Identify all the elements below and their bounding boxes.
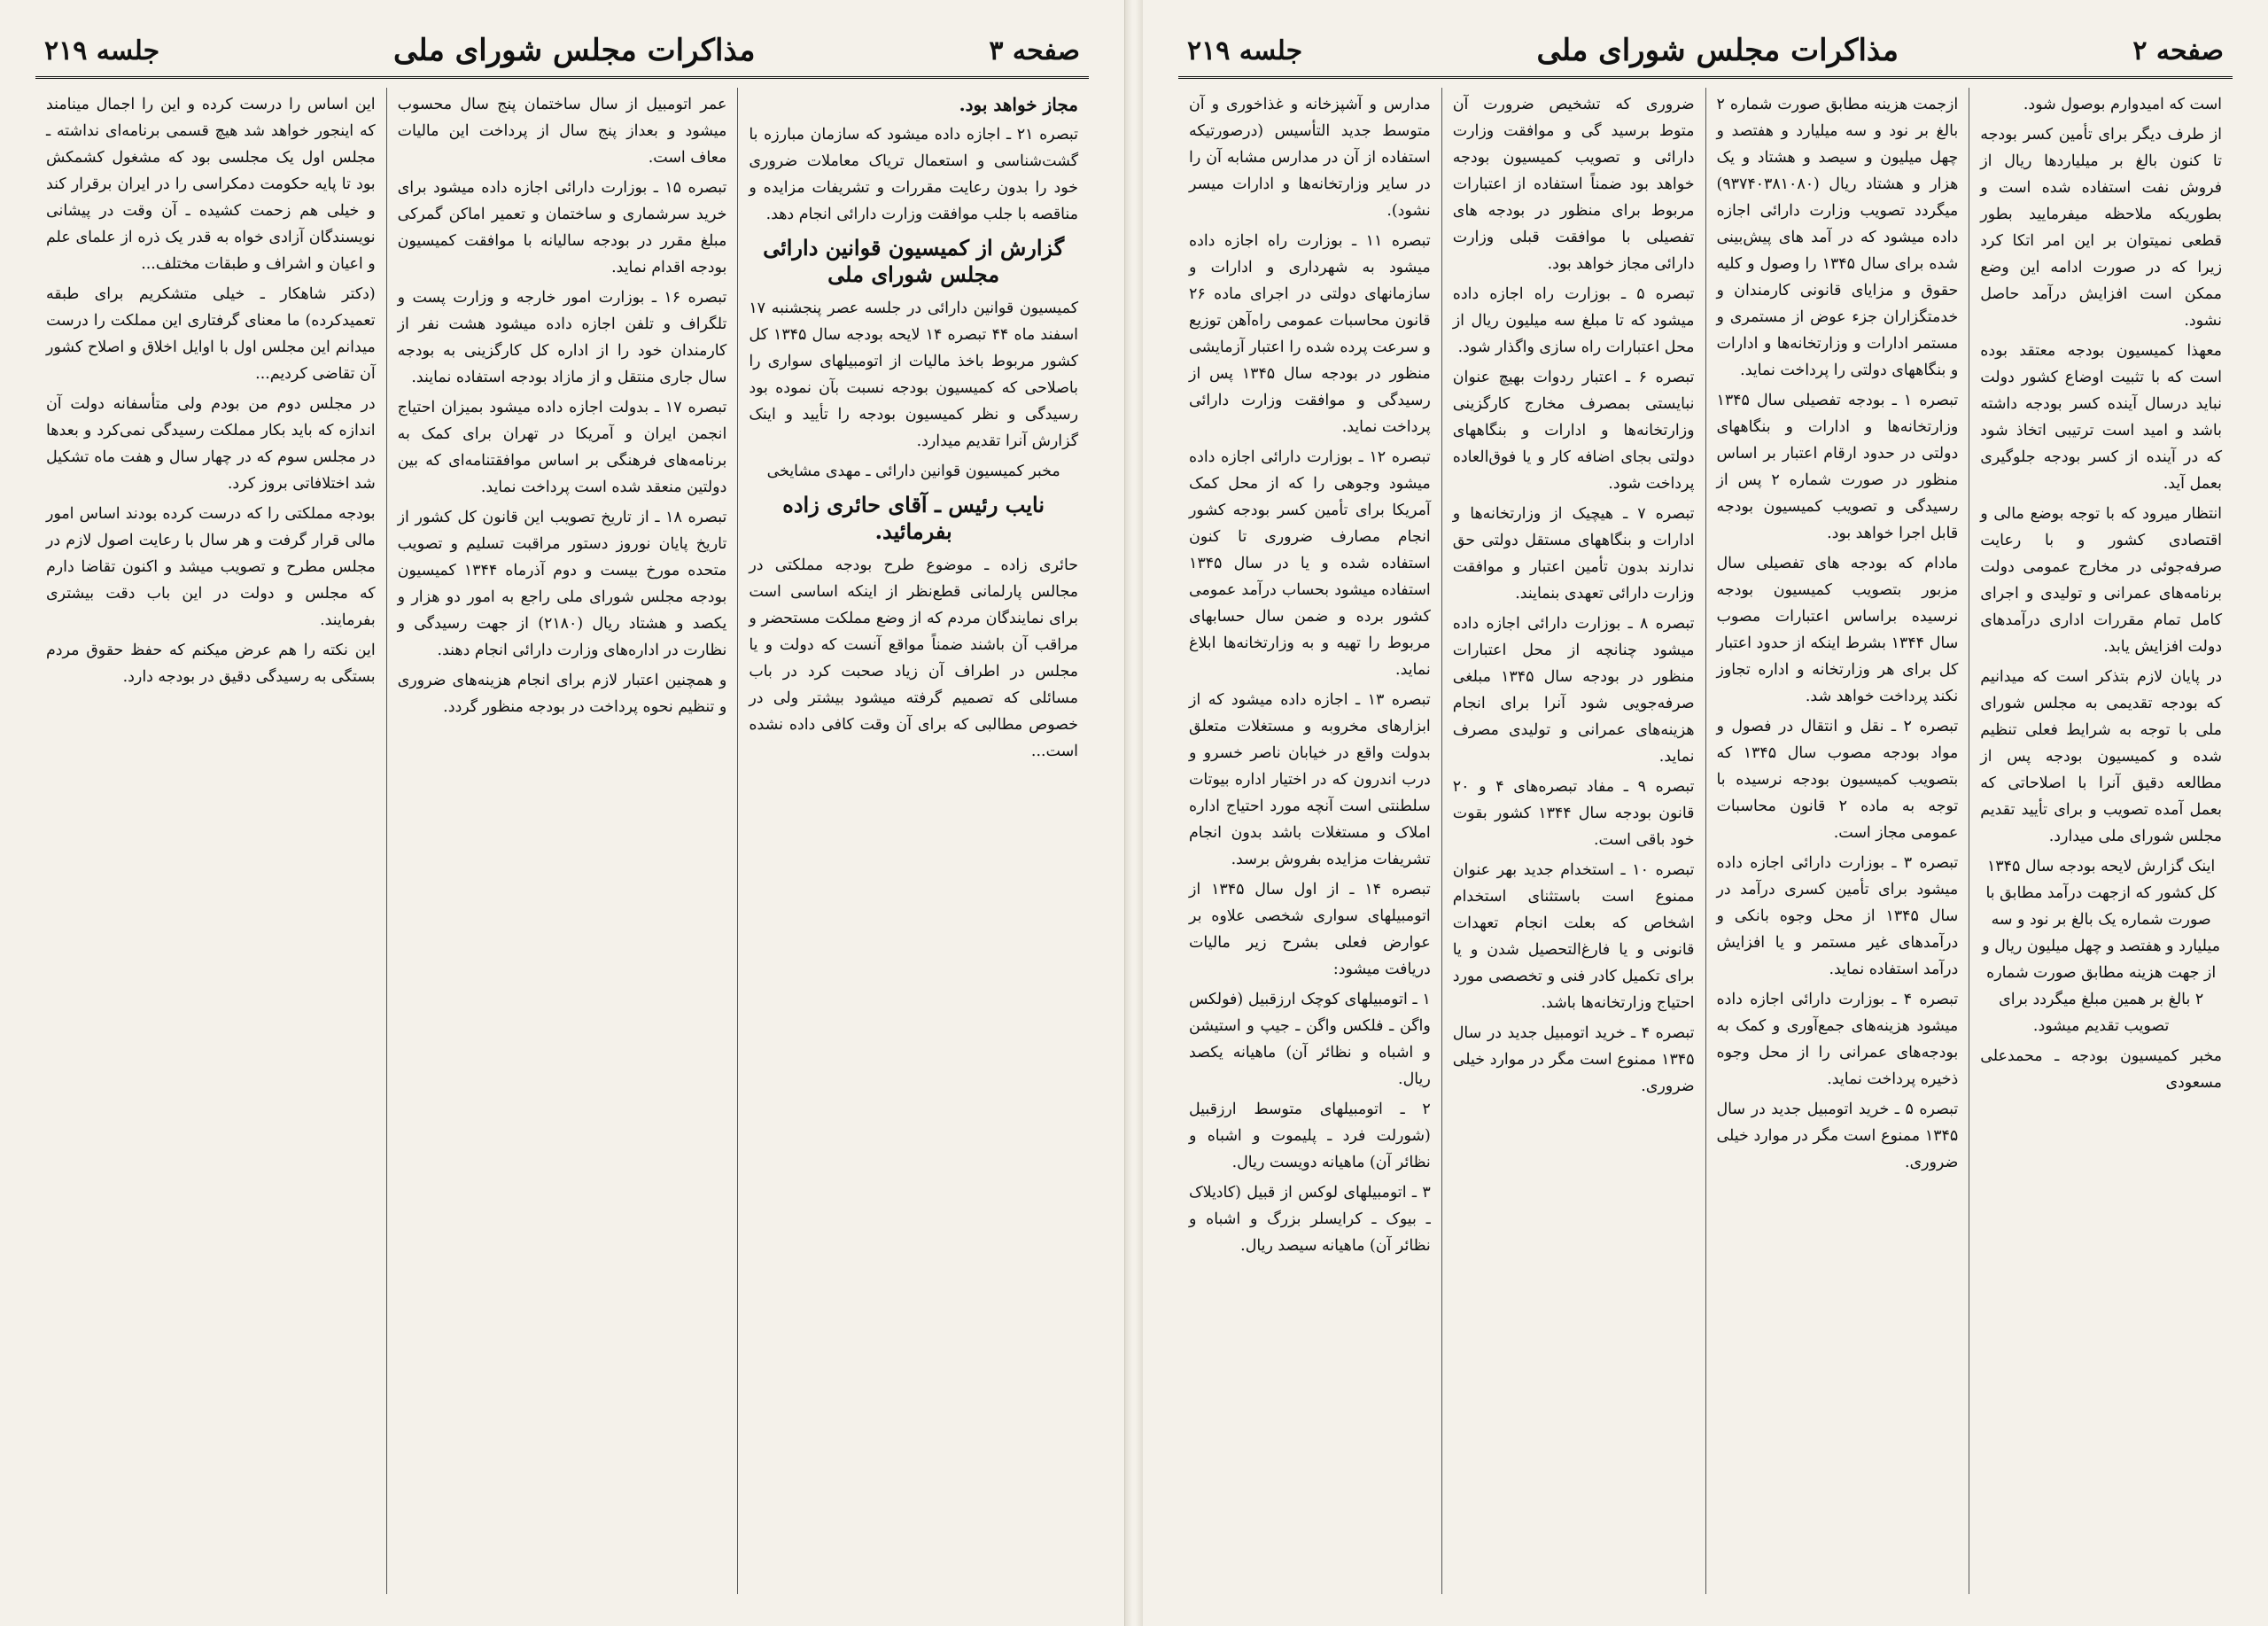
right-page: [1143, 0, 2268, 1626]
text-paragraph: تبصره ۴ ـ بوزارت دارائی اجازه داده میشود هزینه‌های جمع‌آوری و کمک به بودجه‌های عمرانی را از محل وجوه ذخیره پرداخت نماید.: [1716, 991, 1959, 1088]
right-page-title: مذاکرات مجلس شورای ملی: [1536, 33, 1899, 68]
text-paragraph: مجاز خواهد بود.: [959, 94, 1078, 115]
text-paragraph: تبصره ۱۶ ـ بوزارت امور خارجه و وزارت پست و تلگراف و تلفن اجازه داده میشود هشت نفر از کارمندان خود را از اداره کل کارگزینی به بودجه سال جاری منتقل و از مازاد بودجه استفاده نمایند.: [397, 289, 727, 386]
text-paragraph: تبصره ۱۸ ـ از تاریخ تصویب این قانون کل کشور از تاریخ پایان نوروز دستور مراقبت تسلیم و تصویب متحده مورخ بیست و دوم آذرماه ۱۳۴۴ کمیسیون بودجه مجلس شورای ملی راجع به امور دو هزار و یکصد و هشتاد ریال (۲۱۸۰) از جهت رسیدگی و نظارت در اداره‌های وزارت دارائی انجام دهند.: [397, 509, 727, 659]
text-paragraph: کمیسیون قوانین دارائی در جلسه عصر پنجشنبه ۱۷ اسفند ماه ۴۴ تبصره ۱۴ لایحه بودجه سال ۱۳۴۵ کل کشور مربوط باخذ مالیات از اتومبیلهای سواری را باصلاحی که کمیسیون بودجه نسبت بآن نموده بود رسیدگی و نظر کمیسیون بودجه را تأیید و اینک گزارش آنرا تقدیم میدارد.: [749, 300, 1078, 450]
text-paragraph: تبصره ۵ ـ خرید اتومبیل جدید در سال ۱۳۴۵ ممنوع است مگر در موارد خیلی ضروری.: [1716, 1101, 1959, 1171]
right-page-number: صفحه ۲: [2132, 35, 2224, 66]
text-paragraph: تبصره ۱۷ ـ بدولت اجازه داده میشود بمیزان احتیاج انجمن ایران و آمریکا در تهران برای کمک به برنامه‌های فرهنگی بر اساس موافقتنامه‌ای که بین دولتین منعقد شده است پرداخت نماید.: [397, 399, 727, 496]
text-paragraph: حائری زاده ـ موضوع طرح بودجه مملکتی در مجالس پارلمانی قطع‌نظر از اینکه اساسی است برای نمایندگان مردم که از وضع مملکت مستحضر و مراقب آن باشند ضمناً مواقع آنست که دولت و یا مجلس در اطراف آن زیاد صحبت کرد در باب مسائلی که تصمیم گرفته میشود بیشتر ولی در خصوص مطالبی که برای آن وقت کافی داده نشده است...: [749, 556, 1078, 760]
text-paragraph: تبصره ۲۱ ـ اجازه داده میشود که سازمان مبارزه با گشت‌شناسی و استعمال تریاک معاملات ضروری خود را بدون رعایت مقررات و تشریفات مزایده و مناقصه با جلب موافقت وزارت دارائی انجام دهد.: [749, 126, 1078, 223]
text-paragraph: در پایان لازم بتذکر است که میدانیم که بودجه تقدیمی به مجلس شورای ملی با توجه به شرایط فعلی تنظیم شده و کمیسیون بودجه پس از مطالعه دقیق آنرا با اصلاحاتی که بعمل آمده تصویب و برای تأیید تقدیم مجلس شورای ملی میدارد.: [1980, 668, 2222, 845]
text-paragraph: تبصره ۷ ـ هیچیک از وزارتخانه‌ها و ادارات و بنگاههای مستقل دولتی حق ندارند بدون تأمین اعتبار و موافقت وزارت دارائی تعهدی بنمایند.: [1452, 505, 1695, 603]
right-session-label: جلسه ۲۱۹: [1187, 35, 1303, 66]
text-paragraph: تبصره ۸ ـ بوزارت دارائی اجازه داده میشود چنانچه از محل اعتبارات منظور در بودجه سال ۱۳۴۵ مبلغی صرفه‌جویی شود آنرا برای انجام هزینه‌های عمرانی و تولیدی مصرف نماید.: [1452, 615, 1695, 766]
text-paragraph: تبصره ۳ ـ بوزارت دارائی اجازه داده میشود برای تأمین کسری درآمد در سال ۱۳۴۵ از محل وجوه بانکی و درآمدهای غیر مستمر و یا افزایش درآمد استفاده نماید.: [1716, 854, 1959, 978]
text-paragraph: در مجلس دوم من بودم ولی متأسفانه دولت آن اندازه که باید بکار مملکت رسیدگی نمی‌کرد و بعدها در مجلس سوم که در چهار سال و هفت ماه تشکیل شد اختلافاتی بروز کرد.: [45, 395, 376, 493]
speaker-heading: نایب رئیس ـ آقای حائری زاده بفرمائید.: [782, 492, 1045, 544]
text-paragraph: تبصره ۱۴ ـ از اول سال ۱۳۴۵ از اتومبیلهای سواری شخصی علاوه بر عوارض فعلی بشرح زیر مالیات دریافت میشود:: [1189, 881, 1431, 978]
left-page-header: [35, 25, 1089, 79]
text-paragraph: معهذا کمیسیون بودجه معتقد بوده است که با تثبیت اوضاع کشور دولت نباید درسال آینده کسر بودجه داشته باشد و امید است ترتیبی اتخاذ شود که در آینده از کسر بودجه جلوگیری بعمل آید.: [1980, 342, 2222, 493]
text-paragraph: بودجه مملکتی را که درست کرده بودند اساس امور مالی قرار گرفت و هر سال با رعایت اصول لازم در مجلس مطرح و تصویب میشد و اکنون تقاضا دارم که مجلس و دولت در این باب دقت بیشتری بفرمایند.: [45, 505, 376, 629]
right-column-1: [1969, 88, 2233, 1594]
left-session-label: جلسه ۲۱۹: [44, 35, 160, 66]
text-paragraph: این نکته را هم عرض میکنم که حفظ حقوق مردم بستگی به رسیدگی دقیق در بودجه دارد.: [45, 642, 376, 686]
text-paragraph: تبصره ۱۲ ـ بوزارت دارائی اجازه داده میشود وجوهی را که از محل کمک آمریکا برای تأمین کسر بودجه کشور انجام مصارف ضروری تا کنون استفاده شده و یا در سال ۱۳۴۵ استفاده میشود بحساب درآمد عمومی کشور برده و ضمن سال حسابهای مربوط را تهیه و به وزارتخانه‌ها ابلاغ نماید.: [1189, 448, 1431, 679]
left-column-3: [35, 88, 386, 1594]
text-paragraph: ضروری که تشخیص ضرورت آن متوط برسید گی و موافقت وزارت دارائی و تصویب کمیسیون بودجه خواهد بود ضمناً استفاده از اعتبارات مربوط برای منظور در بودجه های تفصیلی با موافقت قبلی وزارت دارائی مجاز خواهد بود.: [1452, 96, 1695, 273]
text-paragraph: تبصره ۲ ـ نقل و انتقال در فصول و مواد بودجه مصوب سال ۱۳۴۵ که بتصویب کمیسیون بودجه نرسیده با توجه به ماده ۲ قانون محاسبات عمومی مجاز است.: [1716, 718, 1959, 842]
text-paragraph: از طرف دیگر برای تأمین کسر بودجه تا کنون بالغ بر میلیاردها ریال از فروش نفت استفاده شده است و بطوریکه ملاحظه میفرمایید بطور قطعی نمیتوان بر این امر اتکا کرد زیرا که در صورت ادامه این وضع ممکن است افزایش درآمد حاصل نشود.: [1980, 126, 2222, 330]
page-gutter: [1125, 0, 1143, 1626]
text-paragraph: تبصره ۱۳ ـ اجازه داده میشود که از ابزارهای مخروبه و مستغلات متعلق بدولت واقع در خیابان ناصر خسرو و درب اندرون که در اختیار اداره بیوتات سلطنتی است آنچه مورد احتیاج اداره املاک و مستغلات باشد بدون انجام تشریفات مزایده بفروش برسد.: [1189, 691, 1431, 868]
text-paragraph: تبصره ۱۰ ـ استخدام جدید بهر عنوان ممنوع است باستثنای استخدام اشخاص که بعلت انجام تعهدات قانونی و یا فارغ‌التحصیل شدن و یا برای تکمیل کادر فنی و تخصصی مورد احتیاج وزارتخانه‌ها باشد.: [1452, 861, 1695, 1012]
left-page-title: مذاکرات مجلس شورای ملی: [392, 33, 756, 68]
left-column-1: [737, 88, 1089, 1594]
left-column-2: [386, 88, 738, 1594]
text-paragraph: (دکتر شاهکار ـ خیلی متشکریم برای طبقه تعمیدکرده) ما معنای گرفتاری این مملکت را درست میدانم این مجلس اول با اوایل اخلاق و اصلاح کشور آن تقاضی کردیم...: [45, 285, 376, 383]
left-columns: [35, 88, 1089, 1594]
text-paragraph: مادام که بودجه های تفصیلی سال مزبور بتصویب کمیسیون بودجه نرسیده براساس اعتبارات مصوب سال ۱۳۴۴ بشرط اینکه از حدود اعتبار کل برای هر وزارتخانه و اداره تجاوز نکند پرداخت خواهد شد.: [1716, 555, 1959, 705]
text-paragraph: تبصره ۹ ـ مفاد تبصره‌های ۴ و ۲۰ قانون بودجه سال ۱۳۴۴ کشور بقوت خود باقی است.: [1452, 778, 1695, 849]
signature: اینک گزارش لایحه بودجه سال ۱۳۴۵ کل کشور که ازجهت درآمد مطابق با صورت شماره یک بالغ بر نود و سه میلیارد و هفتصد و چهل میلیون ریال و از جهت هزینه مطابق صورت شماره ۲ بالغ بر همین مبلغ میگردد برای تصویب تقدیم میشود.: [1982, 858, 2220, 1035]
text-paragraph: عمر اتومبیل از سال ساختمان پنج سال محسوب میشود و بعداز پنج سال از پرداخت این مالیات معاف است.: [397, 96, 727, 167]
right-column-4: [1178, 88, 1441, 1594]
right-column-3: [1441, 88, 1705, 1594]
text-paragraph: است که امیدوارم بوصول شود.: [2023, 96, 2222, 113]
left-page-number: صفحه ۳: [989, 35, 1080, 66]
right-column-2: [1705, 88, 1969, 1594]
text-paragraph: ۱ ـ اتومبیلهای کوچک ارزقبیل (فولکس واگن ـ فلکس واگن ـ جیپ و استیشن و اشباه و نظائر آن) ماهیانه یکصد ریال.: [1189, 991, 1431, 1088]
text-paragraph: ازجمت هزینه مطابق صورت شماره ۲ بالغ بر نود و سه میلیارد و هفتصد و چهل میلیون و سیصد و هشتاد و یک هزار و هشتاد ریال (۹۳۷۴۰۳۸۱۰۸۰) میگردد تصویب وزارت دارائی اجازه داده میشود که در آمد های پیش‌بینی شده برای سال ۱۳۴۵ را وصول و کلیه حقوق و مزایای قانونی کارمندان و خدمتگزاران جزء عوض از مستمری و مستمر ادارات و وزارتخانه‌ها و ادارات و بنگاههای دولتی را پرداخت نماید.: [1716, 96, 1959, 379]
text-paragraph: تبصره ۱ ـ بودجه تفصیلی سال ۱۳۴۵ وزارتخانه‌ها و ادارات و بنگاههای دولتی در حدود ارقام اعتبار بر اساس منظور در صورت شماره ۲ پس از رسیدگی و تصویب کمیسیون بودجه قابل اجرا خواهد بود.: [1716, 392, 1959, 542]
text-paragraph: ۲ ـ اتومبیلهای متوسط ارزقبیل (شورلت فرد ـ پلیموت و اشباه و نظائر آن) ماهیانه دویست ریال.: [1189, 1101, 1431, 1171]
section-heading: گزارش از کمیسیون قوانین دارائی مجلس شورای ملی: [763, 235, 1065, 287]
text-paragraph: انتظار میرود که با توجه بوضع مالی و اقتصادی کشور و با رعایت صرفه‌جوئی در مخارج عمومی دولت برنامه‌های عمرانی و تولیدی و اجرای کامل تمام مقررات اداری درآمدهای دولت افزایش یابد.: [1980, 505, 2222, 656]
text-paragraph: تبصره ۱۱ ـ بوزارت راه اجازه داده میشود به شهرداری و ادارات و سازمانهای دولتی در اجرای ماده ۲۶ قانون محاسبات عمومی راه‌آهن توزیع و سرعت پرده شده را اعتبار آزمایشی منظور در بودجه سال ۱۳۴۵ پس از رسیدگی و موافقت وزارت دارائی پرداخت نماید.: [1189, 232, 1431, 436]
right-page-header: [1178, 25, 2233, 79]
text-paragraph: و همچنین اعتبار لازم برای انجام هزینه‌های ضروری و تنظیم نحوه پرداخت در بودجه منظور گردد.: [397, 672, 727, 716]
text-paragraph: ۳ ـ اتومبیلهای لوکس از قبیل (کادیلاک ـ بیوک ـ کرایسلر بزرگ و اشباه و نظائر آن) ماهیانه سیصد ریال.: [1189, 1184, 1431, 1255]
text-paragraph: تبصره ۱۵ ـ بوزارت دارائی اجازه داده میشود برای خرید سرشماری و ساختمان و تعمیر اماکن گمرکی مبلغ مقرر در بودجه سالیانه با موافقت کمیسیون بودجه اقدام نماید.: [397, 179, 727, 276]
text-paragraph: این اساس را درست کرده و این را اجمال مینامند که اینجور خواهد شد هیچ قسمی برنامه‌ای نداشته ـ مجلس اول یک مجلسی بود که مشغول کشمکش بود تا پایه حکومت دمکراسی را در ایران برقرار کند و خیلی هم زحمت کشیده ـ آن وقت در پیشانی نویسندگان آزادی خواه به قدر یک ذره از علمای علم و اعیان و اشراف و طبقات مختلف...: [45, 96, 376, 273]
text-paragraph: تبصره ۶ ـ اعتبار ردوات بهیچ عنوان نبایستی بمصرف مخارج کارگزینی وزارتخانه‌ها و ادارات و بنگاههای دولتی بجای اضافه کار و یا فوق‌العاده پرداخت شود.: [1452, 369, 1695, 493]
text-paragraph: تبصره ۴ ـ خرید اتومبیل جدید در سال ۱۳۴۵ ممنوع است مگر در موارد خیلی ضروری.: [1452, 1024, 1695, 1095]
left-page: [0, 0, 1125, 1626]
text-paragraph: تبصره ۵ ـ بوزارت راه اجازه داده میشود که تا مبلغ سه میلیون ریال از محل اعتبارات راه سازی واگذار شود.: [1452, 285, 1695, 356]
text-paragraph: مخبر کمیسیون بودجه ـ محمدعلی مسعودی: [1980, 1047, 2222, 1092]
text-paragraph: مدارس و آشپزخانه و غذاخوری و آن متوسط جدید التأسیس (درصورتیکه استفاده از آن در مدارس مشابه آن را در سایر وزارتخانه‌ها و ادارات میسر نشود).: [1189, 96, 1431, 220]
right-columns: [1178, 88, 2233, 1594]
signature: مخبر کمیسیون قوانین دارائی ـ مهدی مشایخی: [766, 463, 1060, 480]
